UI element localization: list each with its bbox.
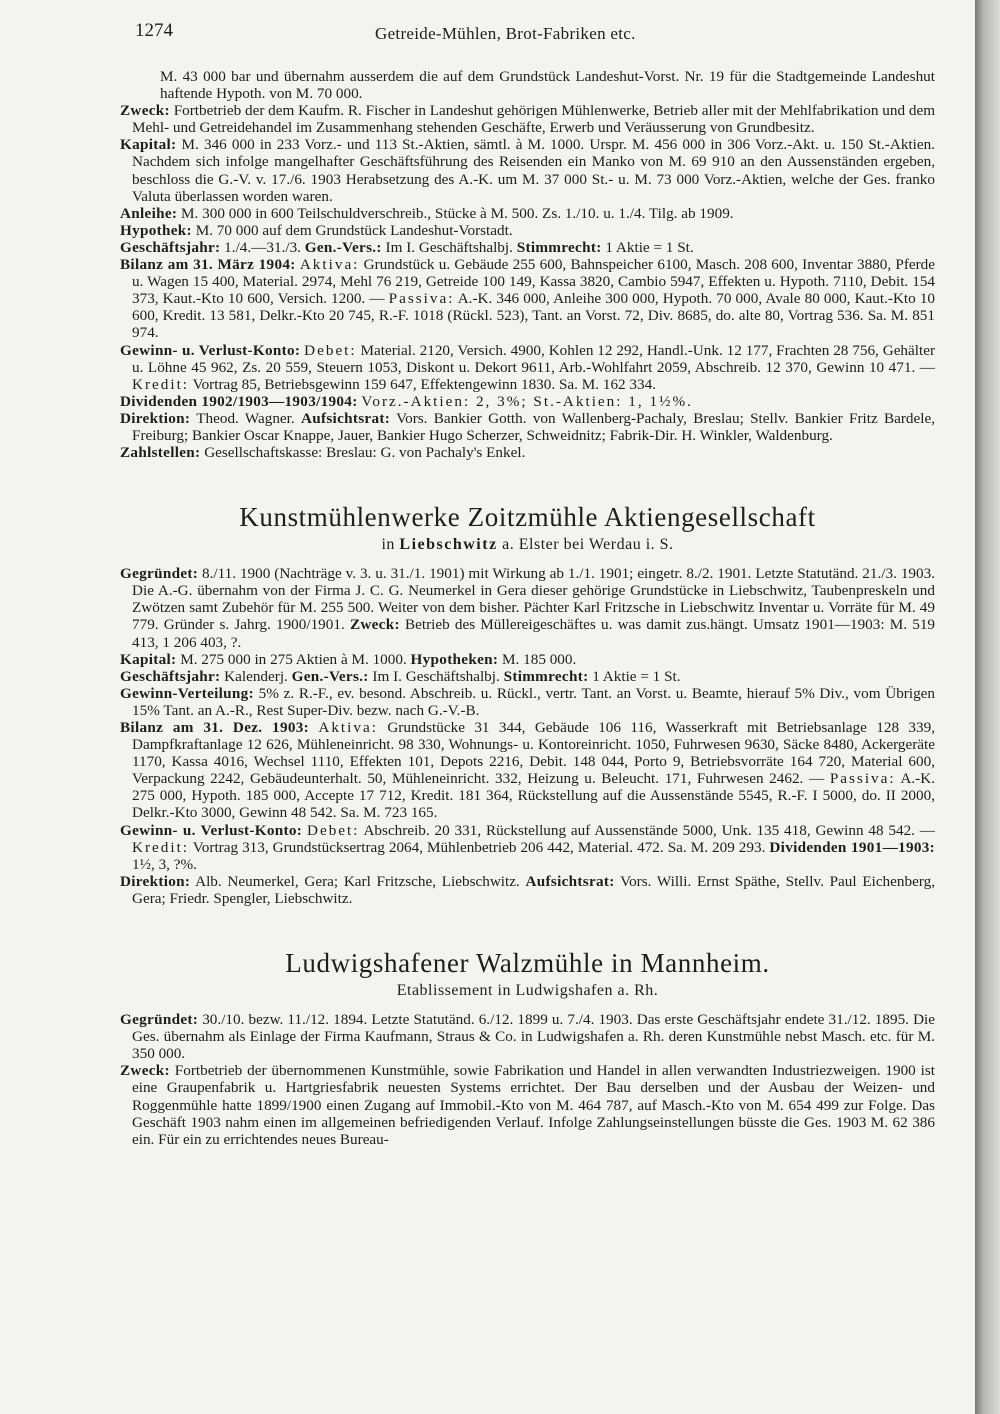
- bilanz-paragraph: Bilanz am 31. März 1904: Aktiva: Grundstück u. Gebäude 255 600, Bahnspeicher 6100, Masch. 208 600, Inventar 3880, Pferde u. Wagen 15 400, Material. 2974, Mehl 76 219, Getreide 100 149, Kassa 3820, Cambio 5947, Effekten u. Hypoth. 7110, Debit. 154 373, Kaut.-Kto 10 600, Versich. 1200. — Passiva: A.-K. 346 000, Anleihe 300 000, Hypoth. 70 000, Avale 80 000, Kaut.-Kto 10 600, Kredit. 13 581, Delkr.-Kto 20 745, R.-F. 1018 (Rückl. 523), Tant. an Vorst. 72, Div. 8685, do. alte 80, Vortrag 536. Sa. M. 851 974.: [120, 256, 936, 342]
- bilanz-paragraph: Bilanz am 31. Dez. 1903: Aktiva: Grundstücke 31 344, Gebäude 106 116, Wasserkraft mit Betriebsanlage 128 339, Dampfkraftanlage 12 626, Mühleneinricht. 98 330, Wohnungs- u. Kontoreinricht. 1050, Fuhrwesen 9630, Säcke 8480, Ackergeräte 1170, Kassa 4016, Wechsel 1110, Effekten 101, Depots 2216, Debit. 148 044, Porto 9, Betriebsvorräte 164 720, Material 600, Verpackung 2242, Gebäudeunterhalt. 50, Mühleneinricht. 332, Heizung u. Beleucht. 171, Fuhrwesen 2462. — Passiva: A.-K. 275 000, Hypoth. 185 000, Accepte 17 712, Kredit. 181 364, Rückstellung auf die Aussenstände 5545, R.-F. I 5000, do. II 2000, Delkr.-Kto 3000, Gewinn 48 542. Sa. M. 723 165.: [120, 719, 936, 822]
- gewinnverteilung-paragraph: Gewinn-Verteilung: 5% z. R.-F., ev. besond. Abschreib. u. Rückl., vertr. Tant. an Vorst. u. Beamte, hierauf 5% Div., vom Übrigen 15% Tant. an A.-R., Rest Super-Div. bezw. nach G.-V.-B.: [120, 684, 935, 719]
- direktion-paragraph: Direktion: Alb. Neumerkel, Gera; Karl Fritzsche, Liebschwitz. Aufsichtsrat: Vors. Willi. Ernst Späthe, Stellv. Paul Eichenberg, Gera; Friedr. Spengler, Liebschwitz.: [120, 872, 935, 907]
- zweck-paragraph: Zweck: Fortbetrieb der dem Kaufm. R. Fischer in Landeshut gehörigen Mühlenwerke, Betrieb aller mit der Mehlfabrikation und dem Mehl- und Getreidehandel im Zusammenhang stehenden Geschäfte, Erwerb und Veräusserung von Grundbesitz.: [120, 102, 936, 137]
- page-body: [120, 68, 935, 1148]
- intro-paragraph: M. 43 000 bar und übernahm ausserdem die auf dem Grundstück Landeshut-Vorst. Nr. 19 für die Stadtgemeinde Landeshut haftende Hypoth. von M. 70 000.: [160, 68, 935, 103]
- kapital-paragraph: Kapital: M. 346 000 in 233 Vorz.- und 113 St.-Aktien, sämtl. à M. 1000. Urspr. M. 456 000 in 306 Vorz.-Akt. u. 150 St.-Aktien. Nachdem sich infolge mangelhafter Geschäftsführung des Reisenden ein Manko von M. 69 910 an den Aussenständen ergeben, beschloss die G.-V. v. 17./6. 1903 Herabsetzung des A.-K. um M. 37 000 St.- u. M. 73 000 Vorz.-Aktien, welche der Ges. franko Valuta überlassen worden waren.: [120, 136, 935, 205]
- kapital-paragraph: Kapital: M. 275 000 in 275 Aktien à M. 1000. Hypotheken: M. 185 000.: [120, 650, 577, 668]
- gegruendet-paragraph: Gegründet: 8./11. 1900 (Nachträge v. 3. u. 31./1. 1901) mit Wirkung ab 1./1. 1901; eingetr. 8./2. 1901. Letzte Statutänd. 21./3. 1903. Die A.-G. übernahm von der Firma J. C. G. Neumerkel in Gera dieser gehörige Grundstücke in Liebschwitz, Taubenpreskeln und Zwötzen samt Zubehör für M. 255 500. Weiter von dem bisher. Pächter Karl Fritzsche in Liebschwitz Inventar u. Vorräte für M. 49 779. Gründer s. Jahrg. 1900/1901. Zweck: Betrieb des Müllereigeschäftes u. was damit zus.hängt. Umsatz 1901—1903: M. 519 413, 1 206 403, ?.: [120, 565, 936, 651]
- geschaeftsjahr-paragraph: Geschäftsjahr: Kalenderj. Gen.-Vers.: Im I. Geschäftshalbj. Stimmrecht: 1 Aktie = 1 St.: [120, 667, 681, 685]
- entry-ludwigshafener-walzmuehle: [120, 947, 935, 1148]
- zahlstellen-paragraph: Zahlstellen: Gesellschaftskasse: Breslau: G. von Pachaly's Enkel.: [120, 444, 526, 462]
- page-header: [135, 20, 935, 50]
- dividenden-paragraph: Dividenden 1902/1903—1903/1904: Vorz.-Aktien: 2, 3%; St.-Aktien: 1, 1½%.: [120, 392, 693, 410]
- company-location: Etablissement in Ludwigshafen a. Rh.: [396, 982, 659, 1000]
- entry-zoitzmuehle: [120, 501, 935, 907]
- zweck-paragraph: Zweck: Fortbetrieb der übernommenen Kunstmühle, sowie Fabrikation und Handel in allen verwandten Industriezweigen. 1900 ist eine Graupenfabrik u. Hartgriesfabrik neuesten Systems errichtet. Der Bau derselben und der Ausbau der Weizen- und Roggenmühle hatte 1899/1900 einen Zugang auf Immobil.-Kto von M. 464 787, auf Masch.-Kto von M. 654 499 zur Folge. Das Geschäft 1903 nahm einen im allgemeinen befriedigenden Verlauf. Infolge Zahlungseinstellungen büsste die Ges. 1903 M. 62 386 ein. Für ein zu errichtendes neues Bureau-: [120, 1062, 935, 1148]
- page-number: 1274: [135, 20, 173, 41]
- company-location: in Liebschwitz a. Elster bei Werdau i. S.: [381, 536, 674, 554]
- geschaeftsjahr-paragraph: Geschäftsjahr: 1./4.—31./3. Gen.-Vers.: Im I. Geschäftshalbj. Stimmrecht: 1 Aktie = 1 St.: [120, 238, 694, 256]
- guv-paragraph: Gewinn- u. Verlust-Konto: Debet: Material. 2120, Versich. 4900, Kohlen 12 292, Handl.-Unk. 12 177, Frachten 28 756, Gehälter u. Löhne 45 962, Zs. 20 559, Steuern 1053, Diskont u. Dekort 9611, Arb.-Wohlfahrt 2059, Abschreib. 12 370, Gewinn 10 471. — Kredit: Vortrag 85, Betriebsgewinn 159 647, Effektengewinn 1830. Sa. M. 162 334.: [120, 341, 936, 393]
- guv-paragraph: Gewinn- u. Verlust-Konto: Debet: Abschreib. 20 331, Rückstellung auf Aussenstände 5000, Unk. 135 418, Gewinn 48 542. — Kredit: Vortrag 313, Grundstücksertrag 2064, Mühlenbetrieb 206 442, Material. 472. Sa. M. 209 293. Dividenden 1901—1903: 1½, 3, ?%.: [120, 821, 935, 873]
- direktion-paragraph: Direktion: Theod. Wagner. Aufsichtsrat: Vors. Bankier Gotth. von Wallenberg-Pachaly, Breslau; Stellv. Bankier Fritz Bardele, Freiburg; Bankier Oscar Knappe, Jauer, Bankier Hugo Scherzer, Schweidnitz; Fabrik-Dir. H. Winkler, Waldenburg.: [120, 409, 936, 444]
- hypothek-paragraph: Hypothek: M. 70 000 auf dem Grundstück Landeshut-Vorstadt.: [120, 221, 513, 239]
- gegruendet-paragraph: Gegründet: 30./10. bezw. 11./12. 1894. Letzte Statutänd. 6./12. 1899 u. 7./4. 1903. Das erste Geschäftsjahr endete 31./12. 1895. Die Ges. übernahm als Einlage der Firma Kaufmann, Straus & Co. in Ludwigshafen a. Rh. deren Kunstmühle nebst Masch. etc. für M. 350 000.: [120, 1011, 936, 1063]
- page-edge-shadow: [975, 0, 1000, 1414]
- entry-landeshut-continued: [120, 68, 935, 461]
- anleihe-paragraph: Anleihe: M. 300 000 in 600 Teilschuldverschreib., Stücke à M. 500. Zs. 1./10. u. 1./4. Tilg. ab 1909.: [120, 204, 734, 222]
- running-title: Getreide-Mühlen, Brot-Fabriken etc.: [375, 24, 636, 43]
- company-title: Kunstmühlenwerke Zoitzmühle Aktiengesellschaft: [239, 502, 816, 533]
- company-title: Ludwigshafener Walzmühle in Mannheim.: [285, 948, 770, 979]
